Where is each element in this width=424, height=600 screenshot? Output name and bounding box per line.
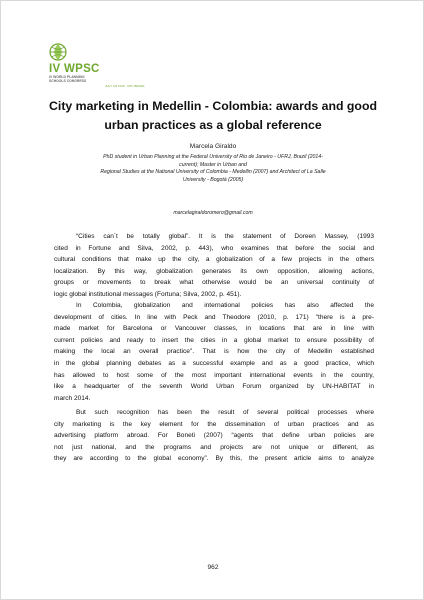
text-line: not just national, and the programs and projects are not unique or different, as xyxy=(54,443,374,451)
affiliation-line: current); Master in Urban and xyxy=(179,161,247,168)
leaf-globe-icon xyxy=(47,41,69,63)
logo-subtitle-line: IV WORLD PLANNING xyxy=(49,75,85,79)
title-line: urban practices as a global reference xyxy=(104,117,322,132)
affiliation-line: Regional Studies at the National University of Colombia - Medellin (2007) and Architect of La Salle xyxy=(100,169,326,175)
author-email: marcelagiraldoromero@gmail.com xyxy=(173,210,253,216)
text-line: “Cities can´t be totally global”. It is the statement of Doreen Massey, (1993 xyxy=(76,233,374,240)
logo-subtitle xyxy=(49,76,101,84)
text-line: development of cities. In line with Peck and Theodore (2010, p. 171) "there is a pre- xyxy=(54,313,374,321)
text-line: cited in Fortune and Silva, 2002, p. 443), who examines that before the social and xyxy=(54,244,374,252)
text-line: localization. By this way, globalization generates its own opposition, allowing actions, xyxy=(54,267,374,275)
congress-logo xyxy=(47,41,157,91)
paper-title xyxy=(41,97,385,134)
logo-wordmark: IV WPSC xyxy=(49,63,100,75)
text-line: has allowed to host some of the most important international events in the country, xyxy=(54,371,374,379)
text-line: But such recognition has been the result of several political processes where xyxy=(76,409,374,417)
page-number: 962 xyxy=(207,564,219,571)
logo-tagline: JULY 4-8 2016 · RIO, BRAZIL xyxy=(105,84,145,88)
text-line: logic global institutional messages (Fortuna; Silva, 2002, p. 451). xyxy=(54,290,242,298)
text-line: they are according to the global economy”. By this, the present article aims to analyze xyxy=(54,455,374,463)
title-line: City marketing in Medellin - Colombia: awards and good xyxy=(49,99,377,113)
author-affiliation xyxy=(53,154,373,184)
logo-subtitle-line: SCHOOLS CONGRESS xyxy=(49,78,87,83)
text-line: groups or movements to break what otherwise would be an universal continuity of xyxy=(54,279,374,287)
author-name: Marcela Giraldo xyxy=(189,143,237,150)
text-line: In Colombia, globalization and international policies has also affected the xyxy=(76,302,374,310)
text-line: march 2014. xyxy=(54,394,91,402)
text-line: like a headquarter of the seventh World Urban Forum organized by UN-HABITAT in xyxy=(54,383,374,391)
text-line: city marketing is the key element for the dissemination of urban practices and as xyxy=(54,420,374,428)
text-line: making the local an overall practice". That is how the city of Medellin established xyxy=(54,348,374,356)
affiliation-line: University - Bogotá (2005) xyxy=(182,176,244,183)
text-line: made market for Barcelona or Vancouver classes, in locations that are in line with xyxy=(54,325,374,333)
text-line: advertising platform abroad. For Boneti (2007) “agents that define urban policies are xyxy=(54,432,374,440)
body-text xyxy=(54,231,374,465)
text-line: current policies and ready to insert the cities in a global market to ensure possibility of xyxy=(54,336,374,344)
affiliation-line: PhD student in Urban Planning at the Federal University of Rio de Janeiro - UFRJ, Brazil (2014- xyxy=(103,154,323,160)
text-line: cultural conditions that make up the city, a globalization of a few projects in the others xyxy=(54,256,374,264)
text-line: in the global planning debates as a successful example and as a good practice, which xyxy=(54,360,374,368)
